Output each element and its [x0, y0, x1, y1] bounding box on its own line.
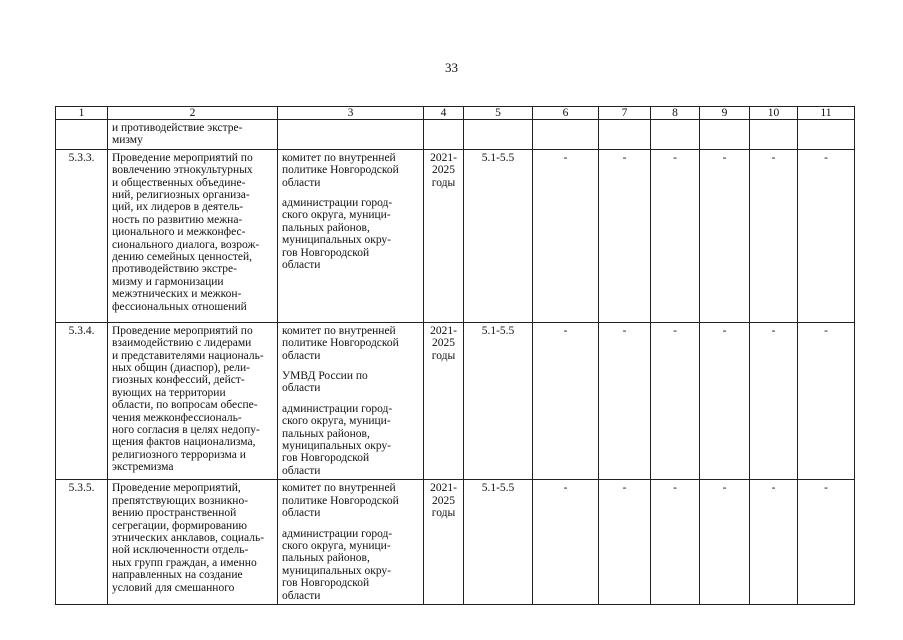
executor: комитет по внутренней политике Новгородской области [282, 324, 399, 362]
col-header-4: 4 [424, 107, 464, 120]
activity-cell: Проведение мероприятий по вовлечению этнокультурных и общественных объедине- ний, религиозных организа- ций, их лидеров в деятель- ность по развитию межна- ционального и межконфес- сионального диалога, возрож- дению семейных ценностей, противодействию экстре- мизму и гармонизации межэтнических и межкон- фессиональных отношений [108, 149, 278, 322]
col-header-2: 2 [108, 107, 278, 120]
executor: УМВД России по области [282, 370, 368, 395]
value-cell: - [599, 480, 651, 605]
header-row [56, 107, 855, 120]
col-header-10: 10 [750, 107, 798, 120]
col-header-9: 9 [700, 107, 750, 120]
value-cell: - [599, 149, 651, 322]
value-cell: - [750, 480, 798, 605]
executor: администрации город- ского округа, муници- пальных районов, муниципальных окру- гов Новгородской области [282, 527, 393, 602]
executors-cell [278, 480, 424, 605]
value-cell: - [750, 322, 798, 479]
value-cell: - [599, 322, 651, 479]
col-header-3: 3 [278, 107, 424, 120]
value-cell: - [651, 480, 700, 605]
value-cell: - [798, 480, 855, 605]
col-header-1: 1 [56, 107, 108, 120]
continuation-text: и противодействие экстре- мизму [108, 120, 278, 150]
value-cell: - [651, 149, 700, 322]
table-row [56, 149, 855, 322]
executors-cell [278, 149, 424, 322]
value-cell: - [700, 480, 750, 605]
executors-cell [278, 322, 424, 479]
period-cell: 2021- 2025 годы [424, 480, 464, 605]
table-row [56, 322, 855, 479]
continuation-row [56, 120, 855, 150]
value-cell: - [533, 322, 599, 479]
row-number: 5.3.5. [56, 480, 108, 605]
value-cell: - [700, 149, 750, 322]
table-row [56, 480, 855, 605]
value-cell: - [533, 149, 599, 322]
target-cell: 5.1-5.5 [464, 322, 533, 479]
target-cell: 5.1-5.5 [464, 149, 533, 322]
row-number: 5.3.4. [56, 322, 108, 479]
value-cell: - [798, 322, 855, 479]
value-cell: - [750, 149, 798, 322]
col-header-8: 8 [651, 107, 700, 120]
executor: администрации город- ского округа, муници- пальных районов, муниципальных окру- гов Новгородской области [282, 402, 393, 477]
period-cell: 2021- 2025 годы [424, 322, 464, 479]
col-header-7: 7 [599, 107, 651, 120]
program-table [55, 106, 855, 605]
col-header-6: 6 [533, 107, 599, 120]
executor: комитет по внутренней политике Новгородской области [282, 482, 399, 520]
executor: комитет по внутренней политике Новгородской области [282, 151, 399, 189]
activity-cell: Проведение мероприятий, препятствующих возникно- вению пространственной сегрегации, формированию этнических анклавов, социаль- ной исключенности отдель- ных групп граждан, а именно направленных на создание условий для смешанного [108, 480, 278, 605]
row-number: 5.3.3. [56, 149, 108, 322]
value-cell: - [651, 322, 700, 479]
col-header-11: 11 [798, 107, 855, 120]
col-header-5: 5 [464, 107, 533, 120]
target-cell: 5.1-5.5 [464, 480, 533, 605]
page-number: 33 [445, 60, 458, 75]
period-cell: 2021- 2025 годы [424, 149, 464, 322]
executor: администрации город- ского округа, муници- пальных районов, муниципальных окру- гов Новгородской области [282, 197, 393, 272]
value-cell: - [533, 480, 599, 605]
activity-cell: Проведение мероприятий по взаимодействию с лидерами и представителями националь- ных общин (диаспор), рели- гиозных конфессий, дейст- вующих на территории области, по вопросам обеспе- чения межконфессиональ- ного согласия в целях недопу- щения фактов национализма, религиозного терроризма и экстремизма [108, 322, 278, 479]
value-cell: - [700, 322, 750, 479]
value-cell: - [798, 149, 855, 322]
